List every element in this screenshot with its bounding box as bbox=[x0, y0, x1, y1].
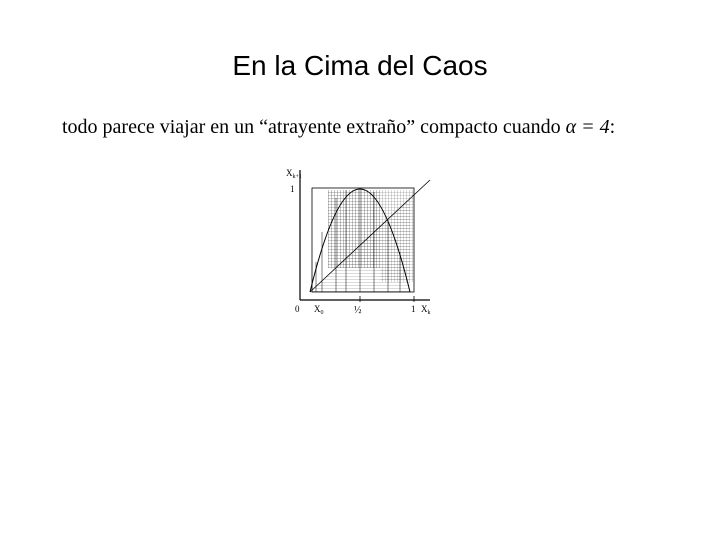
sentence-math: α = 4 bbox=[565, 116, 610, 138]
half-tick-label: ½ bbox=[354, 305, 362, 316]
x-tick-one-label: 1 bbox=[411, 304, 416, 314]
slide-title: En la Cima del Caos bbox=[232, 50, 488, 81]
x0-label: $X_0$ bbox=[314, 304, 324, 316]
x-axis-label: $X_k$ bbox=[421, 304, 431, 316]
origin-label: 0 bbox=[295, 304, 300, 314]
logistic-map-cobweb-plot bbox=[280, 162, 440, 318]
sentence-end: : bbox=[609, 116, 616, 138]
y-axis-label: $X_{k+1}$ bbox=[286, 168, 302, 180]
slide-text bbox=[62, 116, 615, 139]
y-tick-one-label: 1 bbox=[290, 184, 295, 194]
cobweb-right-region bbox=[380, 190, 414, 282]
sentence-text: todo parece viajar en un “atrayente extraño” compacto cuando bbox=[62, 116, 566, 138]
